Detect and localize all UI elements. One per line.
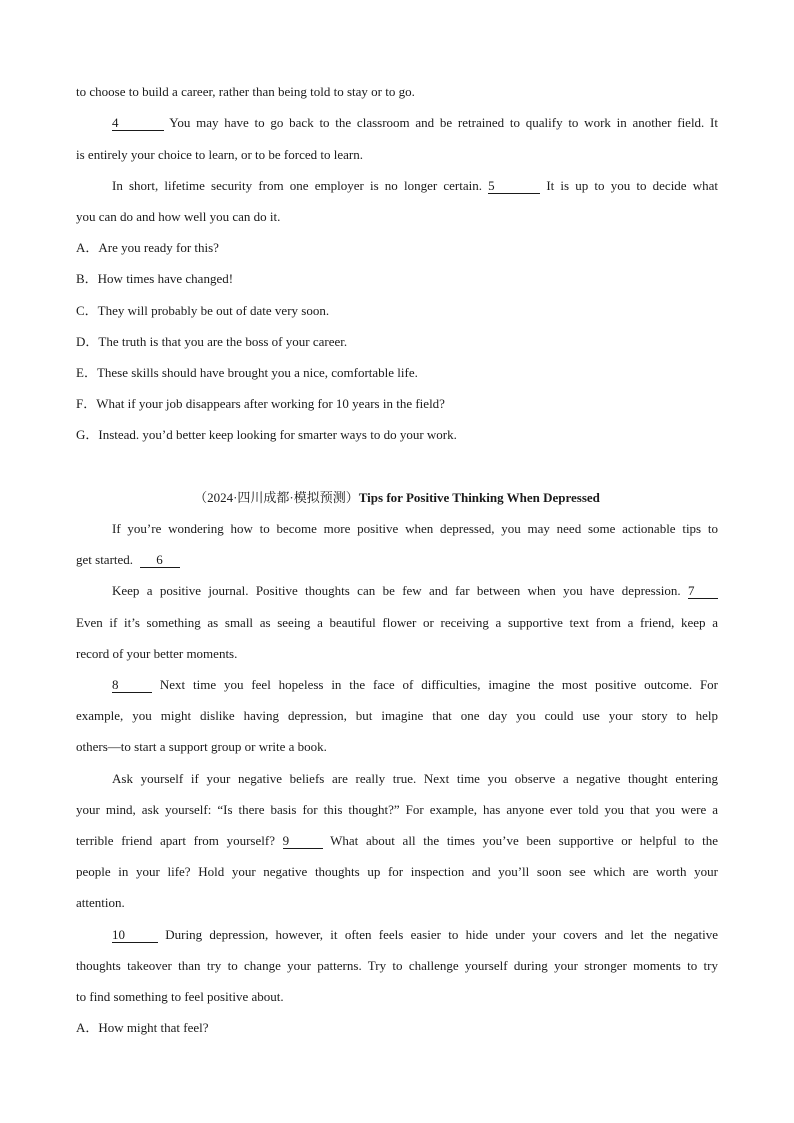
s2-option-a: A．How might that feel? <box>76 1020 209 1035</box>
paragraph-4-line-2: is entirely your choice to learn, or to be forced to learn. <box>76 147 363 162</box>
blank-6: 6 <box>140 553 180 568</box>
option-b: B．How times have changed! <box>76 271 234 286</box>
s2-paragraph-1-line-1: If you’re wondering how to become more positive when depressed, you may need some actionable tips to <box>112 521 718 536</box>
s2-paragraph-3-line-1: 8 Next time you feel hopeless in the face of difficulties, imagine the most positive outcome. For <box>112 677 719 692</box>
s2-paragraph-5-line-3: to find something to feel positive about. <box>76 989 284 1004</box>
blank-9: 9 <box>283 834 323 849</box>
option-c: C．They will probably be out of date very soon. <box>76 303 330 318</box>
blank-5: 5 <box>488 179 540 194</box>
blank-7: 7 <box>688 584 718 599</box>
s2-paragraph-5-line-2: thoughts takeover than try to change your patterns. Try to challenge yourself during your stronger moments to try <box>76 958 718 973</box>
s2-paragraph-2-line-1: Keep a positive journal. Positive thoughts can be few and far between when you have depression. 7 <box>76 583 718 599</box>
paragraph-5-line-2: you can do and how well you can do it. <box>76 209 281 224</box>
s2-paragraph-4-line-5: attention. <box>76 895 125 910</box>
s2-paragraph-1-line-2: get started. 6 <box>76 552 180 568</box>
s2-paragraph-4-line-3: terrible friend apart from yourself? 9 What about all the times you’ve been supportive or helpful to the <box>76 833 719 848</box>
paragraph-line: to choose to build a career, rather than being told to stay or to go. <box>76 84 415 99</box>
blank-4: 4 <box>112 116 164 131</box>
s2-paragraph-2-line-2: Even if it’s something as small as seeing a beautiful flower or receiving a supportive text from a friend, keep a <box>76 615 718 630</box>
paragraph-4-line-1: 4 You may have to go back to the classroom and be retrained to qualify to work in another field. It <box>112 115 718 130</box>
title-text: Tips for Positive Thinking When Depressed <box>358 490 600 505</box>
blank-10: 10 <box>112 928 158 943</box>
s2-paragraph-4-line-2: your mind, ask yourself: “Is there basis for this thought?” For example, has anyone ever told you that you were a <box>76 802 718 817</box>
s2-paragraph-4-line-4: people in your life? Hold your negative thoughts up for inspection and you’ll soon see which are worth your <box>76 864 718 879</box>
option-a: A．Are you ready for this? <box>76 240 219 255</box>
option-g: G．Instead. you’d better keep looking for smarter ways to do your work. <box>76 427 457 442</box>
s2-paragraph-3-line-3: others—to start a support group or write a book. <box>76 739 327 754</box>
option-e: E．These skills should have brought you a nice, comfortable life. <box>76 365 418 380</box>
source-label: （2024·四川成都·模拟预测） <box>194 490 359 505</box>
s2-paragraph-4-line-1: Ask yourself if your negative beliefs are really true. Next time you observe a negative thought entering <box>112 771 718 786</box>
s2-paragraph-2-line-3: record of your better moments. <box>76 646 238 661</box>
s2-paragraph-3-line-2: example, you might dislike having depression, but imagine that one day you could use your story to help <box>76 708 718 723</box>
passage-title <box>0 490 794 506</box>
option-d: D．The truth is that you are the boss of your career. <box>76 334 348 349</box>
s2-paragraph-5-line-1: 10 During depression, however, it often feels easier to hide under your covers and let the negative <box>112 927 719 942</box>
paragraph-5-line-1: In short, lifetime security from one employer is no longer certain. 5 It is up to you to decide what <box>112 178 719 193</box>
blank-8: 8 <box>112 678 152 693</box>
option-f: F．What if your job disappears after working for 10 years in the field? <box>76 396 445 411</box>
